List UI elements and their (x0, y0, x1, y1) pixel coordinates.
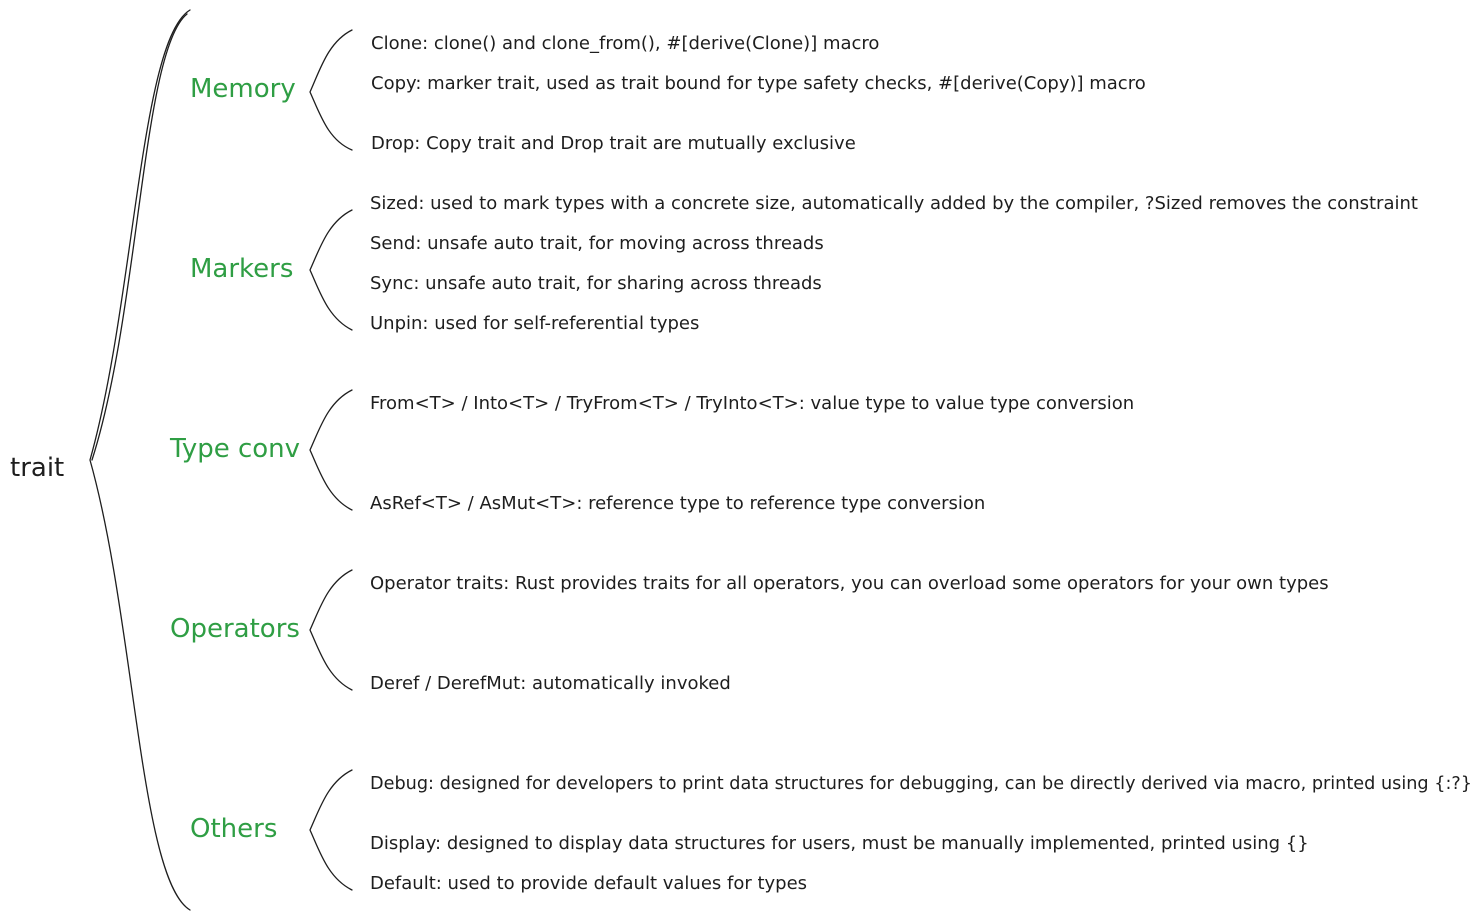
leaf-type-conv-from-into: From<T> / Into<T> / TryFrom<T> / TryInto<T>: value type to value type conversion (370, 393, 1135, 414)
leaf-markers-sized: Sized: used to mark types with a concrete size, automatically added by the compiler, ?Sized removes the constraint (370, 193, 1418, 214)
category-label-type-conv: Type conv (170, 434, 301, 464)
leaf-markers-unpin: Unpin: used for self-referential types (370, 313, 700, 334)
others-brace (310, 770, 352, 890)
leaf-operators-operator-traits: Operator traits: Rust provides traits for all operators, you can overload some operators for your own types (370, 573, 1329, 594)
category-operators (170, 570, 1329, 694)
leaf-memory-drop: Drop: Copy trait and Drop trait are mutually exclusive (371, 133, 856, 154)
leaf-others-debug: Debug: designed for developers to print data structures for debugging, can be directly derived via macro, printed using {:?} (370, 773, 1472, 794)
memory-brace (310, 30, 352, 150)
category-memory (190, 30, 1146, 154)
category-label-operators: Operators (170, 614, 300, 644)
markers-brace (310, 210, 352, 330)
leaf-others-display: Display: designed to display data structures for users, must be manually implemented, printed using {} (370, 833, 1309, 854)
leaf-memory-clone: Clone: clone() and clone_from(), #[derive(Clone)] macro (371, 33, 880, 54)
leaf-operators-deref: Deref / DerefMut: automatically invoked (370, 673, 731, 694)
category-others (190, 770, 1472, 894)
leaf-markers-sync: Sync: unsafe auto trait, for sharing across threads (370, 273, 822, 294)
type-conv-brace (310, 390, 352, 510)
leaf-others-default: Default: used to provide default values for types (370, 873, 808, 894)
leaf-markers-send: Send: unsafe auto trait, for moving across threads (370, 233, 824, 254)
category-label-memory: Memory (190, 74, 296, 104)
operators-brace (310, 570, 352, 690)
root-label: trait (10, 453, 65, 483)
category-type-conv (169, 390, 1134, 514)
category-label-markers: Markers (190, 254, 294, 284)
category-label-others: Others (190, 814, 278, 844)
leaf-memory-copy: Copy: marker trait, used as trait bound for type safety checks, #[derive(Copy)] macro (371, 73, 1146, 94)
leaf-type-conv-asref-asmut: AsRef<T> / AsMut<T>: reference type to reference type conversion (370, 493, 986, 514)
category-markers (190, 193, 1418, 334)
